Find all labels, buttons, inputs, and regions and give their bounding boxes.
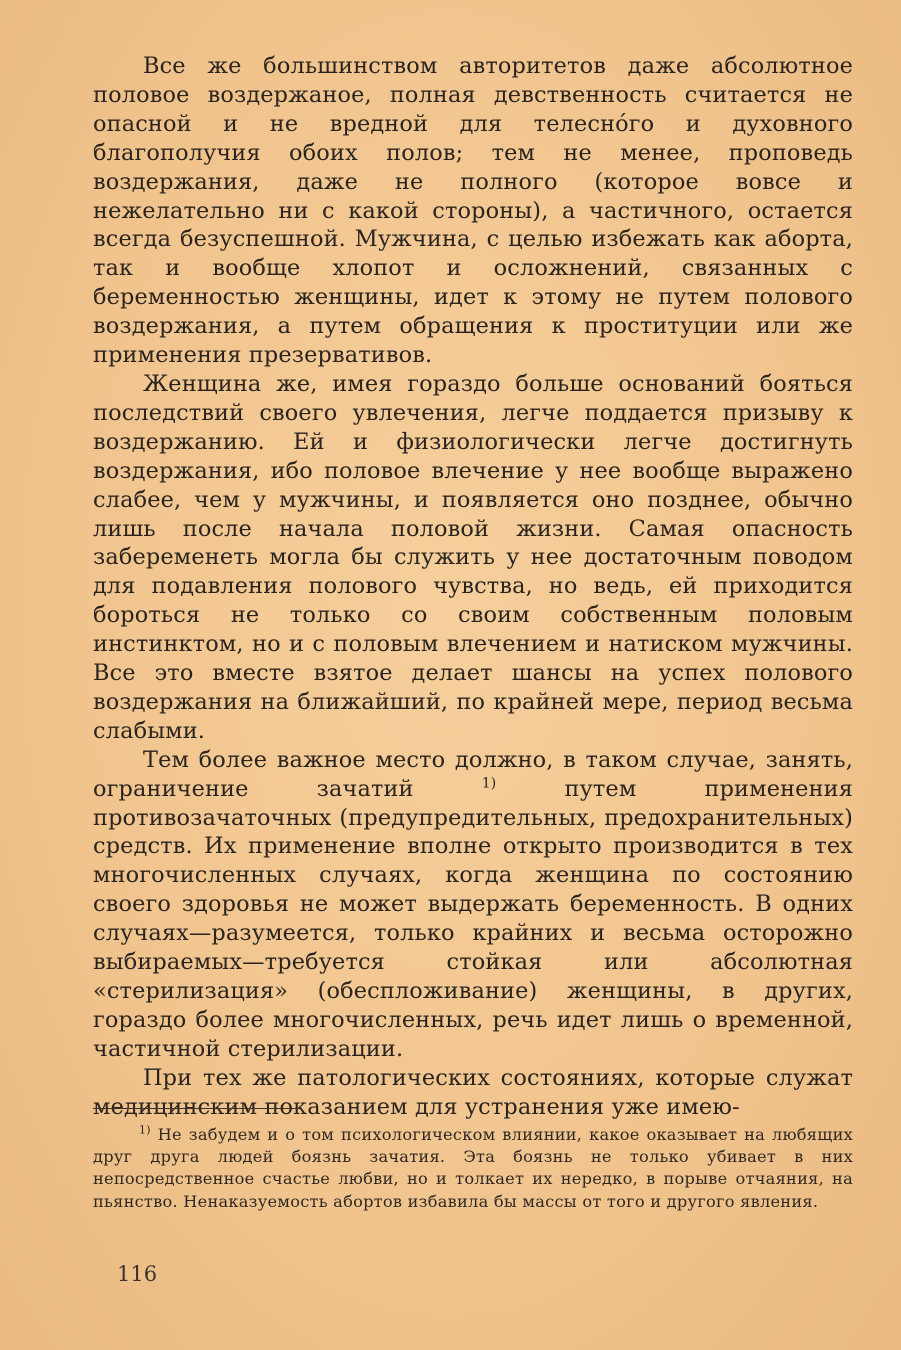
footnote-divider	[93, 1108, 301, 1109]
paragraph-4: При тех же патологических состояниях, которые служат медицинским показанием для устранения уже имею-	[93, 1064, 853, 1120]
footnote-mark: 1)	[139, 1123, 151, 1137]
main-text	[93, 52, 853, 1122]
footnote	[93, 1124, 853, 1213]
page-number: 116	[117, 1262, 158, 1286]
paragraph-3-part-2: путем применения противозачаточных (предупредительных, предохранительных) средств. Их применение вполне открыто производится в тех многочисленных случаях, когда женщина по состоянию своего здоровья не может выдержать беременность. В одних случаях—разумеется, только крайних и весьма осторожно выбираемых—требуется стойкая или абсолютная «стерилизация» (обеспложивание) женщины, в других, гораздо более многочисленных, речь идет лишь о временной, частичной стерилизации.	[93, 775, 853, 1062]
paragraph-2: Женщина же, имея гораздо больше оснований бояться последствий своего увлечения, легче поддается призыву к воздержанию. Ей и физиологически легче достигнуть воздержания, ибо половое влечение у нее вообще выражено слабее, чем у мужчины, и появляется оно позднее, обычно лишь после начала половой жизни. Самая опасность забеременеть могла бы служить у нее достаточным поводом для подавления полового чувства, но ведь, ей приходится бороться не только со своим собственным половым инстинктом, но и с половым влечением и натиском мужчины. Все это вместе взятое делает шансы на успех полового воздержания на ближайший, по крайней мере, период весьма слабыми.	[93, 370, 853, 744]
paragraph-3-part-1: Тем более важное место должно, в таком случае, занять, ограничение зачатий	[93, 746, 853, 802]
footnote-text: Не забудем и о том психологическом влиянии, какое оказывает на любящих друг друга людей боязнь зачатия. Эта боязнь не только убивает в них непосредственное счастье любви, но и толкает их нередко, в порыве отчаяния, на пьянство. Ненаказуемость абортов избавила бы массы от того и другого явления.	[93, 1125, 853, 1211]
paragraph-3	[93, 746, 853, 1064]
paragraph-1: Все же большинством авторитетов даже абсолютное половое воздержаное, полная девственность считается не опасной и не вредной для телеснóго и духовного благополучия обоих полов; тем не менее, проповедь воздержания, даже не полного (которое вовсе и нежелательно ни с какой стороны), а частичного, остается всегда безуспешной. Мужчина, с целью избежать как аборта, так и вообще хлопот и осложнений, связанных с беременностью женщины, идет к этому не путем полового воздержания, а путем обращения к проституции или же применения презервативов.	[93, 53, 853, 369]
footnote-reference[interactable]: 1)	[481, 775, 497, 792]
